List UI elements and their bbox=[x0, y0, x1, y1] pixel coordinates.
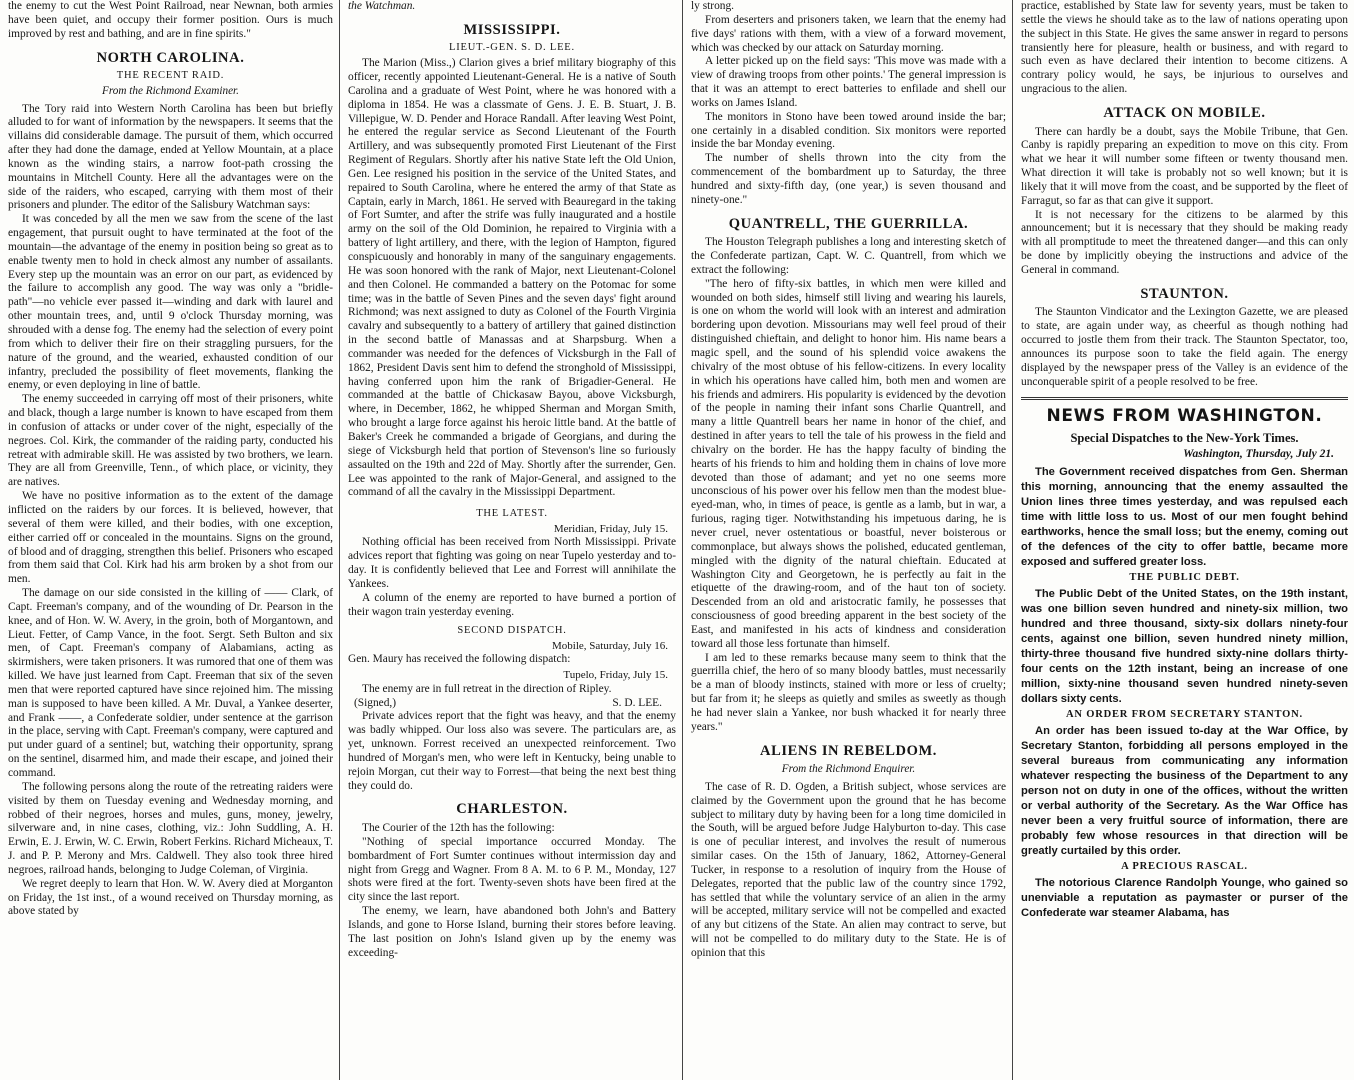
paragraph: Private advices report that the fight was heavy, and that the enemy was badly whipped. Our loss also was severe. The particulars are, as yet, unknown. Forrest received an unexpected reinforcement. Two hundred of Morgan's men, who were left in Kentucky, being unable to rejoin Morgan, cut their way to Forrest—that being the next best thing they could do. bbox=[348, 710, 676, 792]
special-dispatch-line: Special Dispatches to the New-York Times. bbox=[1070, 431, 1299, 446]
subhead-public-debt: THE PUBLIC DEBT. bbox=[1129, 572, 1240, 584]
washington-section bbox=[1021, 397, 1348, 920]
paragraph: The enemy, we learn, have abandoned both John's and Battery Islands, and gone to Horse Island, burning their stores before leaving. The last position on John's Island given up by the enemy was exceeding- bbox=[348, 905, 676, 959]
column-4 bbox=[1012, 0, 1354, 1080]
headline-north-carolina: NORTH CAROLINA. bbox=[96, 49, 245, 66]
paragraph: The Courier of the 12th has the following: bbox=[362, 822, 555, 835]
paragraph: The Houston Telegraph publishes a long and interesting sketch of the Confederate partizan, Capt. W. C. Quantrell, from which we extract the following: bbox=[691, 236, 1006, 276]
dateline: Washington, Thursday, July 21. bbox=[1183, 448, 1334, 461]
dateline: Tupelo, Friday, July 15. bbox=[563, 669, 668, 682]
paragraph: The Staunton Vindicator and the Lexington Gazette, we are pleased to state, are again under way, as cheerful as though nothing had occurred to jostle them from their track. The Staunton Spectator, too, announces its purpose soon to take the field again. The energy displayed by the newspaper press of the Valley is an evidence of the unconquerable spirit of a people resolved to be free. bbox=[1021, 306, 1348, 388]
paragraph: The case of R. D. Ogden, a British subject, whose services are claimed by the Government upon the ground that he has become subject to military duty by having been for a long time domiciled in the South, will be argued before Judge Halyburton to-day. This case is one of peculiar interest, and involves the result of numerous similar cases. On the 15th of January, 1862, Attorney-General Tucker, in response to a resolution of inquiry from the House of Delegates, reported that the public law of the country since 1792, has settled that while the voluntary service of an alien in the army will be accepted, military service will not be compelled and exacted of any but citizens of the State. An alien may contract to serve, but will not be compelled to do military duty to the State. He is of opinion that this bbox=[691, 780, 1006, 959]
masthead-news-from-washington: NEWS FROM WASHINGTON. bbox=[1021, 397, 1348, 427]
paragraph: The Marion (Miss.,) Clarion gives a brief military biography of this officer, recently appointed Lieutenant-General. He is a native of South Carolina and a graduate of West Point, where he was honored with a diploma in 1854. He was a classmate of Gens. J. E. B. Stuart, J. B. Villepigue, W. D. Pender and Horace Randall. After leaving West Point, he entered the regular service as Second Lieutenant of the Fourth Artillery, and was subsequently promoted First Lieutenant of the First Regiment of Regulars. Shortly after his native State left the Old Union, Gen. Lee resigned his position in the service of the United States, and repaired to South Carolina, where he entered the army of that State as Captain, early in March, 1861. He served with Beauregard in the taking of Fort Sumter, and after the strife was fully inaugurated and a hostile army on the soil of the Old Dominion, he repaired to Virginia with a battery of light artillery, and there, with the legion of Hampton, figured conspicuously and honorably in many of the sanguinary engagements. He was soon honored with the rank of Major, next Lieutenant-Colonel and then Colonel. He commanded a battery on the Potomac for some time; was in the battle of Seven Pines and the seven days' fight around Richmond; was next assigned to duty as Colonel of the Fourth Virginia cavalry and subsequently to a battery of artillery that gained distinction in the second battle of Manassas and at Sharpsburg. When a commander was needed for the defences of Vicksburgh in the Fall of 1862, President Davis sent him to defend the stronghold of Mississippi, having conferred upon him the rank of Brigadier-General. He commanded at the battle of Chickasaw Bayou, above Vicksburgh, where, in December, 1862, he whipped Sherman and Morgan Smith, who brought a large force against his heroic little band. At the battle of Baker's Creek he commanded a brigade of Georgians, and during the siege of Vicksburgh held that portion of Stevenson's line so furiously assaulted on the 19th and 22d of May. Shortly after the surrender, Gen. Lee was appointed to the rank of Major-General, and assigned to the command of all the cavalry in the Mississippi Department. bbox=[348, 57, 676, 499]
headline-charleston: CHARLESTON. bbox=[456, 801, 568, 818]
paragraph: The enemy are in full retreat in the direction of Ripley. bbox=[362, 682, 612, 695]
paragraph: From deserters and prisoners taken, we learn that the enemy had five days' rations with them, with a view of a forward movement, which was checked by our attack on Saturday morning. bbox=[691, 13, 1006, 54]
article-continuation: ly strong. bbox=[691, 0, 735, 12]
paragraph: "The hero of fifty-six battles, in which men were killed and wounded on both sides, himself still living and wearing his laurels, is one on whom the world will look with an interest and admiration bordering upon devotion. Missourians may well feel proud of their distinguished chieftain, and delight to honor him. His name bears a magic spell, and the sound of his splendid voice awakens the chivalry of the most obtuse of his fellow-citizens. In every locality in which his operations have called him, both men and women are his friends and admirers. His popularity is evidenced by the devotion of the people in naming their infant sons Charlie Quantrell, and many a little Quantrell bears her name in honor of the chief, and destined in after years to tell the tale of his prowess in the field and chivalry on the border. He has the happy faculty of binding the hearts of his friends to him and holding them in chains of love more devoted than those of adamant; and yet no one seems more unconscious of his power over his fellow men than the modest blue-eyed-man, who, in times of peace, is gentle as a lamb, but in war, a furious, raging tiger. Notwithstanding his impetuous daring, he is never cruel, never ostentatious or boastful, never boisterous or commonplace, but always shows the polished, educated gentleman, mingled with the dignity of the natural chieftain. Educated at Washington City and Georgetown, he is perfectly au fait in the etiquette of the drawing-room, and of the haut ton of society. Descended from an old and aristocratic family, he possesses that consciousness of good breeding apparent in the best society of the East, and manifested in his acts of kindness and consideration toward all those less fortunate than himself. bbox=[691, 277, 1006, 650]
paragraph: The following persons along the route of the retreating raiders were visited by them on Tuesday evening and Wednesday morning, and robbed of their negroes, horses and mules, guns, money, jewelry, silverware and, in nine cases, clothing, viz.: John Suddling, A. H. Erwin, E. J. Erwin, W. C. Erwin, Robert Ferkins. Richard Micheaux, T. J. and P. P. Merony and Mrs. Caldwell. They also took three hired negroes, railroad hands, belonging to Judge Coleman, of Virginia. bbox=[8, 780, 333, 876]
paragraph: We regret deeply to learn that Hon. W. W. Avery died at Morganton on Friday, the 1st inst., of a wound received on Thursday morning, as above stated by bbox=[8, 877, 333, 918]
paragraph: A letter picked up on the field says: 'This move was made with a view of drawing troops from other points.' The general impression is that it was an attempt to erect batteries to enfilade and shell our works on James Island. bbox=[691, 55, 1006, 109]
headline-aliens: ALIENS IN REBELDOM. bbox=[760, 742, 937, 759]
paragraph: The number of shells thrown into the city from the commencement of the bombardment up to Saturday, the three hundred and sixty-fifth day, (one year,) is seven thousand and ninety-one." bbox=[691, 152, 1006, 206]
dateline: Mobile, Saturday, July 16. bbox=[552, 640, 668, 653]
headline-quantrell: QUANTRELL, THE GUERRILLA. bbox=[728, 215, 969, 232]
paragraph: Nothing official has been received from North Mississippi. Private advices report that fighting was going on near Tupelo yesterday and to-day. It is confidently believed that Lee and Forrest will annihilate the Yankees. bbox=[348, 536, 676, 590]
signature-line bbox=[348, 697, 676, 711]
paragraph: "Nothing of special importance occurred Monday. The bombardment of Fort Sumter continues without intermission day and night from Gregg and Wagner. From 8 A. M. to 6 P. M., Monday, 127 shots were fired at the fort. Twenty-seven shots have been fired at the city since the last report. bbox=[348, 835, 676, 904]
paragraph: Gen. Maury has received the following dispatch: bbox=[348, 653, 571, 666]
article-continuation: the enemy to cut the West Point Railroad, near Newnan, both armies have been quiet, and occupy their former position. Ours is much improved by rest and bathing, and are in fine spirits." bbox=[8, 0, 333, 40]
paragraph: A column of the enemy are reported to have burned a portion of their wagon train yesterday evening. bbox=[348, 591, 676, 618]
paragraph: The damage on our side consisted in the killing of —— Clark, of Capt. Freeman's company, and of the wounding of Dr. Pearson in the knee, and of Hon. W. W. Avery, in the groin, both of Morgantown, and Lieut. Fetter, of Camp Vance, in the foot. Sergt. Seth Bulton and six men, of Capt. Freeman's company of Alabamians, acting as skirmishers, were taken prisoners. It was rumored that one of them was killed. We have just learned from Capt. Freeman that six of the seven men that were reported captured have since rejoined him. The missing man is supposed to have been killed. A Mr. Duval, a Yankee deserter, and Frank ——, a Confederate soldier, under sentence at the garrison in the place, serving with Capt. Freeman's company, were captured and put under guard of a sentinel; but, watching their opportunity, sprang on the sentinel, disarmed him, and made their escape, and joined their command. bbox=[8, 587, 333, 779]
column-3 bbox=[682, 0, 1012, 1080]
article-continuation: practice, established by State law for seventy years, must be taken to settle the views he should take as to the law of nations operating upon the subject in this State. He gives the same answer in regard to persons transiently here for pleasure, health or business, and with regard to such even as have declared their intention to become citizens. A contrary policy would, he says, be injurious to ourselves and ungracious to the alien. bbox=[1021, 0, 1348, 96]
paragraph: The notorious Clarence Randolph Younge, who gained so unenviable a reputation as paymaster or purser of the Confederate war steamer Alabama, has bbox=[1021, 876, 1348, 919]
paragraph: It is not necessary for the citizens to be alarmed by this announcement; but it is necessary that they should be making ready with all promptitude to meet the threatened danger—and this can only be done by implicitly obeying the instructions and advice of the General in command. bbox=[1021, 208, 1348, 276]
column-1 bbox=[0, 0, 339, 1080]
subhead-order-stanton: AN ORDER FROM SECRETARY STANTON. bbox=[1066, 709, 1303, 721]
paragraph: The Tory raid into Western North Carolina has been but briefly alluded to for want of information by the newspapers. It seems that the villains did considerable damage. The pursuit of them, which occurred after they had done the damage, ended at Yellow Mountain, at a place known as the winding stairs, a narrow foot-path crossing the mountains in Mitchell County. Here all the advantages were on the side of the raiders, who escaped, carrying with them most of their prisoners and plunder. The editor of the Salisbury Watchman says: bbox=[8, 102, 333, 212]
article-continuation: the Watchman. bbox=[348, 0, 416, 12]
subhead-recent-raid: THE RECENT RAID. bbox=[116, 70, 225, 82]
headline-mobile: ATTACK ON MOBILE. bbox=[1103, 104, 1266, 121]
subhead-second-dispatch: SECOND DISPATCH. bbox=[457, 625, 567, 637]
paragraph: An order has been issued to-day at the War Office, by Secretary Stanton, forbidding all persons employed in the several bureaus from communicating any information whatever respecting the business of the Department to any person not on duty in one of the offices, without the written or verbal authority of the Secretary. As the War Office has never been a very fruitful source of information, there are probably few whose resources in that direction will be greatly curtailed by this order. bbox=[1021, 724, 1348, 857]
paragraph: I am led to these remarks because many seem to think that the guerrilla chief, the hero of so many bloody battles, must necessarily be a man of bloody instincts, stained with more or less of cruelty; but far from it; he sleeps as quietly and smiles as sweetly as though he had never slain a Yankee, nor bush whacked it for nearly three years." bbox=[691, 651, 1006, 733]
signature: S. D. LEE. bbox=[612, 696, 662, 709]
paragraph: It was conceded by all the men we saw from the scene of the last engagement, that pursuit ought to have terminated at the foot of the mountain—the advantage of the enemy in position being so great as to enable twenty men to hold in check almost any number of assailants. Every step up the mountain was an error on our part, as evidenced by the failure to accomplish any good. The way was only a "bridle-path"—no vehicle ever passed it—winding and dark with laurel and other mountain trees, and, until 9 o'clock Thursday morning, was shrouded with a dense fog. The enemy had the selection of every point from which to deliver their fire on their straggling pursuers, for the nature of the ground, and the wearied, exhausted condition of our infantry, precluded the possibility of fleet movements, flanking the enemy, or even deploying in line of battle. bbox=[8, 213, 333, 392]
column-2 bbox=[339, 0, 682, 1080]
paragraph: There can hardly be a doubt, says the Mobile Tribune, that Gen. Canby is rapidly preparing an expedition to move on this city. From what we hear it will number some fifteen or twenty thousand men. What direction it will take is probably not so well known; but it is likely that it will move from the coast, and be supported by the fleet of Farragut, so far as that can give it support. bbox=[1021, 125, 1348, 207]
paragraph: The Government received dispatches from Gen. Sherman this morning, announcing that the enemy assaulted the Union lines three times yesterday, and was repulsed each time with little loss to us. Most of our men fought behind earthworks, hence the small loss; but the enemy, coming out of the defences of the city to offer battle, became more exposed and suffered greater loss. bbox=[1021, 466, 1348, 569]
subhead-latest: THE LATEST. bbox=[476, 508, 548, 520]
subhead-lee: LIEUT.-GEN. S. D. LEE. bbox=[449, 42, 575, 54]
paragraph: The enemy succeeded in carrying off most of their prisoners, white and black, though a large number is known to have escaped from them in confusion of attacks or under cover of the night, especially of the negroes. Col. Kirk, the commander of the raiding party, conducted his retreat with admirable skill. He was assisted by two brothers, we learn. They are all from Greenville, Tenn., of which place, or vicinity, they are natives. bbox=[8, 393, 333, 489]
source-line: From the Richmond Enquirer. bbox=[781, 763, 916, 776]
headline-mississippi: MISSISSIPPI. bbox=[463, 21, 561, 38]
paragraph: The monitors in Stono have been towed around inside the bar; one certainly in a disabled condition. Six monitors were reported inside the bar Monday evening. bbox=[691, 110, 1006, 151]
headline-staunton: STAUNTON. bbox=[1140, 285, 1229, 302]
dateline: Meridian, Friday, July 15. bbox=[553, 522, 668, 535]
paragraph: We have no positive information as to the extent of the damage inflicted on the raiders by our forces. It is believed, however, that several of them were killed, and their bodies, with one exception, either carried off or concealed in the mountains. Signs on the ground, of blood and of dragging, strengthen this belief. Prisoners who escaped from them said that Col. Kirk had his arm broken by a shot from our men. bbox=[8, 490, 333, 586]
subhead-precious-rascal: A PRECIOUS RASCAL. bbox=[1121, 860, 1248, 872]
source-line: From the Richmond Examiner. bbox=[102, 84, 239, 97]
signed-label: (Signed,) bbox=[354, 696, 397, 709]
paragraph: The Public Debt of the United States, on the 19th instant, was one billion seven hundred and ninety-six million, two hundred and three thousand, sixty-six dollars ninety-four cents, against one billion, seven hundred ninety million, thirty-three thousand five hundred sixty-nine dollars thirty-four cents on the 12th instant, being an increase of one million, sixty-nine thousand seven hundred ninety-seven dollars sixty cents. bbox=[1021, 588, 1348, 706]
